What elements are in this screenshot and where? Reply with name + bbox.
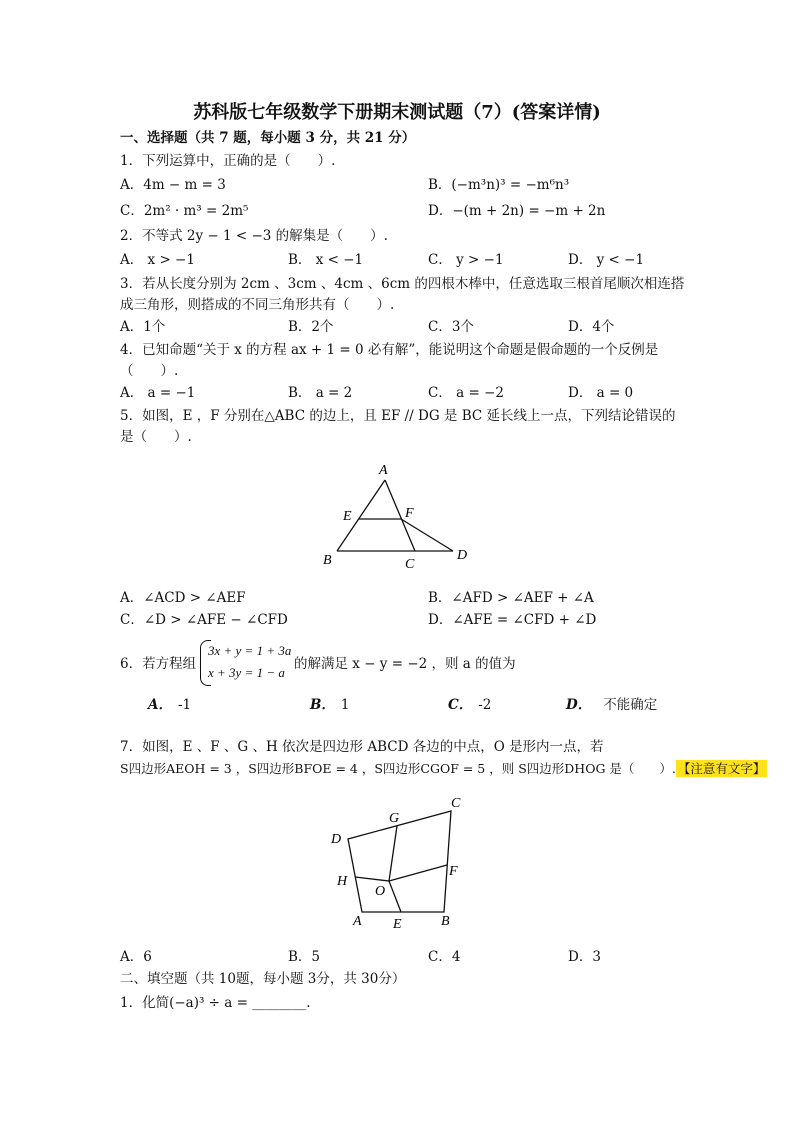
q2-option-c[interactable]: C． y > −1 bbox=[428, 252, 504, 268]
q3-option-a[interactable]: A．1个 bbox=[120, 319, 166, 335]
q7-stem-line1: 7．如图，E 、F 、G 、H 依次是四边形 ABCD 各边的中点，O 是形内一点，若 bbox=[120, 739, 604, 755]
q6-equation-2: x + 3y = 1 − a bbox=[208, 665, 285, 680]
q6-option-a-letter: A． bbox=[148, 697, 172, 713]
q7-label-g: G bbox=[389, 811, 400, 826]
q6-option-d[interactable] bbox=[566, 696, 657, 714]
q7-segment-og bbox=[389, 826, 397, 881]
q2-option-d[interactable]: D． y < −1 bbox=[568, 252, 645, 268]
q5-label-c: C bbox=[405, 557, 415, 572]
q1-stem: 1．下列运算中，正确的是（ ）. bbox=[120, 153, 336, 169]
q7-label-f: F bbox=[449, 864, 458, 879]
q7-quadrilateral-figure bbox=[325, 793, 475, 933]
q6-option-b-letter: B． bbox=[310, 697, 335, 713]
q2-option-b[interactable]: B． x < −1 bbox=[288, 252, 364, 268]
q5-label-b: B bbox=[323, 553, 332, 568]
section-1-heading: 一、选择题（共 7 题，每小题 3 分，共 21 分） bbox=[120, 130, 416, 146]
q5-stem-line2: 是（ ）. bbox=[120, 429, 192, 445]
q4-option-a[interactable]: A． a = −1 bbox=[120, 385, 196, 401]
q2-stem: 2．不等式 2y − 1 < −3 的解集是（ ）. bbox=[120, 228, 388, 244]
q7-label-e: E bbox=[393, 917, 402, 932]
q7-stem-line2 bbox=[120, 760, 767, 778]
q4-option-d[interactable]: D． a = 0 bbox=[568, 385, 634, 401]
q5-option-c[interactable]: C．∠D > ∠AFE − ∠CFD bbox=[120, 612, 288, 628]
q6-option-a-value: -1 bbox=[177, 697, 192, 713]
q7-label-a: A bbox=[353, 914, 362, 929]
page-title: 苏科版七年级数学下册期末测试题（7）(答案详情) bbox=[193, 102, 601, 123]
q6-option-b[interactable] bbox=[310, 696, 350, 714]
q2-option-a[interactable]: A． x > −1 bbox=[120, 252, 195, 268]
q4-option-c[interactable]: C． a = −2 bbox=[428, 385, 504, 401]
q6-option-b-value: 1 bbox=[340, 697, 350, 713]
q4-stem-line1: 4．已知命题“关于 x 的方程 ax + 1 = 0 必有解”，能说明这个命题是假命题的一个反例是 bbox=[120, 342, 659, 358]
q1-option-b[interactable]: B．(−m³n)³ = −m⁶n³ bbox=[428, 177, 570, 193]
q7-segment-oh bbox=[355, 877, 389, 881]
q1-option-a[interactable]: A．4m − m = 3 bbox=[120, 177, 226, 193]
q5-label-f: F bbox=[405, 506, 414, 521]
q7-label-h: H bbox=[337, 874, 348, 889]
section-2-heading: 二、填空题（共 10题，每小题 3分，共 30分） bbox=[120, 971, 406, 987]
q1-option-c[interactable]: C．2m² · m³ = 2m⁵ bbox=[120, 203, 249, 219]
q7-label-d: D bbox=[331, 832, 342, 847]
q7-segment-of bbox=[389, 865, 447, 881]
q6-option-c[interactable] bbox=[448, 696, 491, 714]
q6-option-a[interactable] bbox=[148, 696, 191, 714]
q3-option-b[interactable]: B．2个 bbox=[288, 319, 334, 335]
q7-label-c: C bbox=[451, 796, 461, 811]
q5-label-e: E bbox=[343, 509, 352, 524]
q5-triangle-figure bbox=[315, 455, 485, 575]
q6-option-d-value: 不能确定 bbox=[603, 697, 658, 713]
q6-stem-pre: 6．若方程组 bbox=[120, 656, 197, 672]
q5-label-d: D bbox=[457, 548, 468, 563]
q7-option-c[interactable]: C．4 bbox=[428, 949, 461, 965]
q3-option-d[interactable]: D．4个 bbox=[568, 319, 615, 335]
q7-option-d[interactable]: D．3 bbox=[568, 949, 601, 965]
q7-segment-oe bbox=[389, 881, 401, 912]
q7-stem-line2-text: S四边形AEOH = 3 ，S四边形BFOE = 4 ，S四边形CGOF = 5 ，则 S四边形DHOG 是（ ）. bbox=[120, 761, 676, 776]
q7-label-o: O bbox=[375, 884, 386, 899]
q4-option-b[interactable]: B． a = 2 bbox=[288, 385, 353, 401]
q5-option-b[interactable]: B．∠AFD > ∠AEF + ∠A bbox=[428, 590, 594, 606]
q7-quadrilateral-abcd bbox=[348, 811, 451, 912]
q7-option-b[interactable]: B．5 bbox=[288, 949, 321, 965]
fill-question-1: 1．化简(−a)³ ÷ a = ________. bbox=[120, 995, 311, 1011]
q3-stem-line1: 3．若从长度分别为 2cm 、3cm 、4cm 、6cm 的四根木棒中，任意选取三根首尾顺次相连搭 bbox=[120, 276, 685, 292]
q6-stem-post: 的解满足 x − y = −2 ，则 a 的值为 bbox=[294, 656, 516, 672]
q7-label-b: B bbox=[441, 914, 450, 929]
q3-option-c[interactable]: C．3个 bbox=[428, 319, 474, 335]
q7-option-a[interactable]: A．6 bbox=[120, 949, 152, 965]
q5-stem-line1: 5．如图，E ，F 分别在△ABC 的边上，且 EF // DG 是 BC 延长线上一点，下列结论错误的 bbox=[120, 408, 676, 424]
q1-option-d[interactable]: D．−(m + 2n) = −m + 2n bbox=[428, 203, 606, 219]
q6-equation-1: 3x + y = 1 + 3a bbox=[208, 643, 292, 658]
q6-option-d-letter: D． bbox=[566, 697, 592, 713]
q7-note-highlight: 【注意有文字】 bbox=[677, 761, 766, 776]
q6-option-c-value: -2 bbox=[478, 697, 492, 713]
q3-stem-line2: 成三角形，则搭成的不同三角形共有（ ）. bbox=[120, 297, 395, 313]
q4-stem-line2: （ ）. bbox=[120, 363, 179, 379]
q5-option-d[interactable]: D．∠AFE = ∠CFD + ∠D bbox=[428, 612, 597, 628]
q6-option-c-letter: C． bbox=[448, 697, 473, 713]
q5-label-a: A bbox=[379, 463, 388, 478]
q5-option-a[interactable]: A．∠ACD > ∠AEF bbox=[120, 590, 246, 606]
